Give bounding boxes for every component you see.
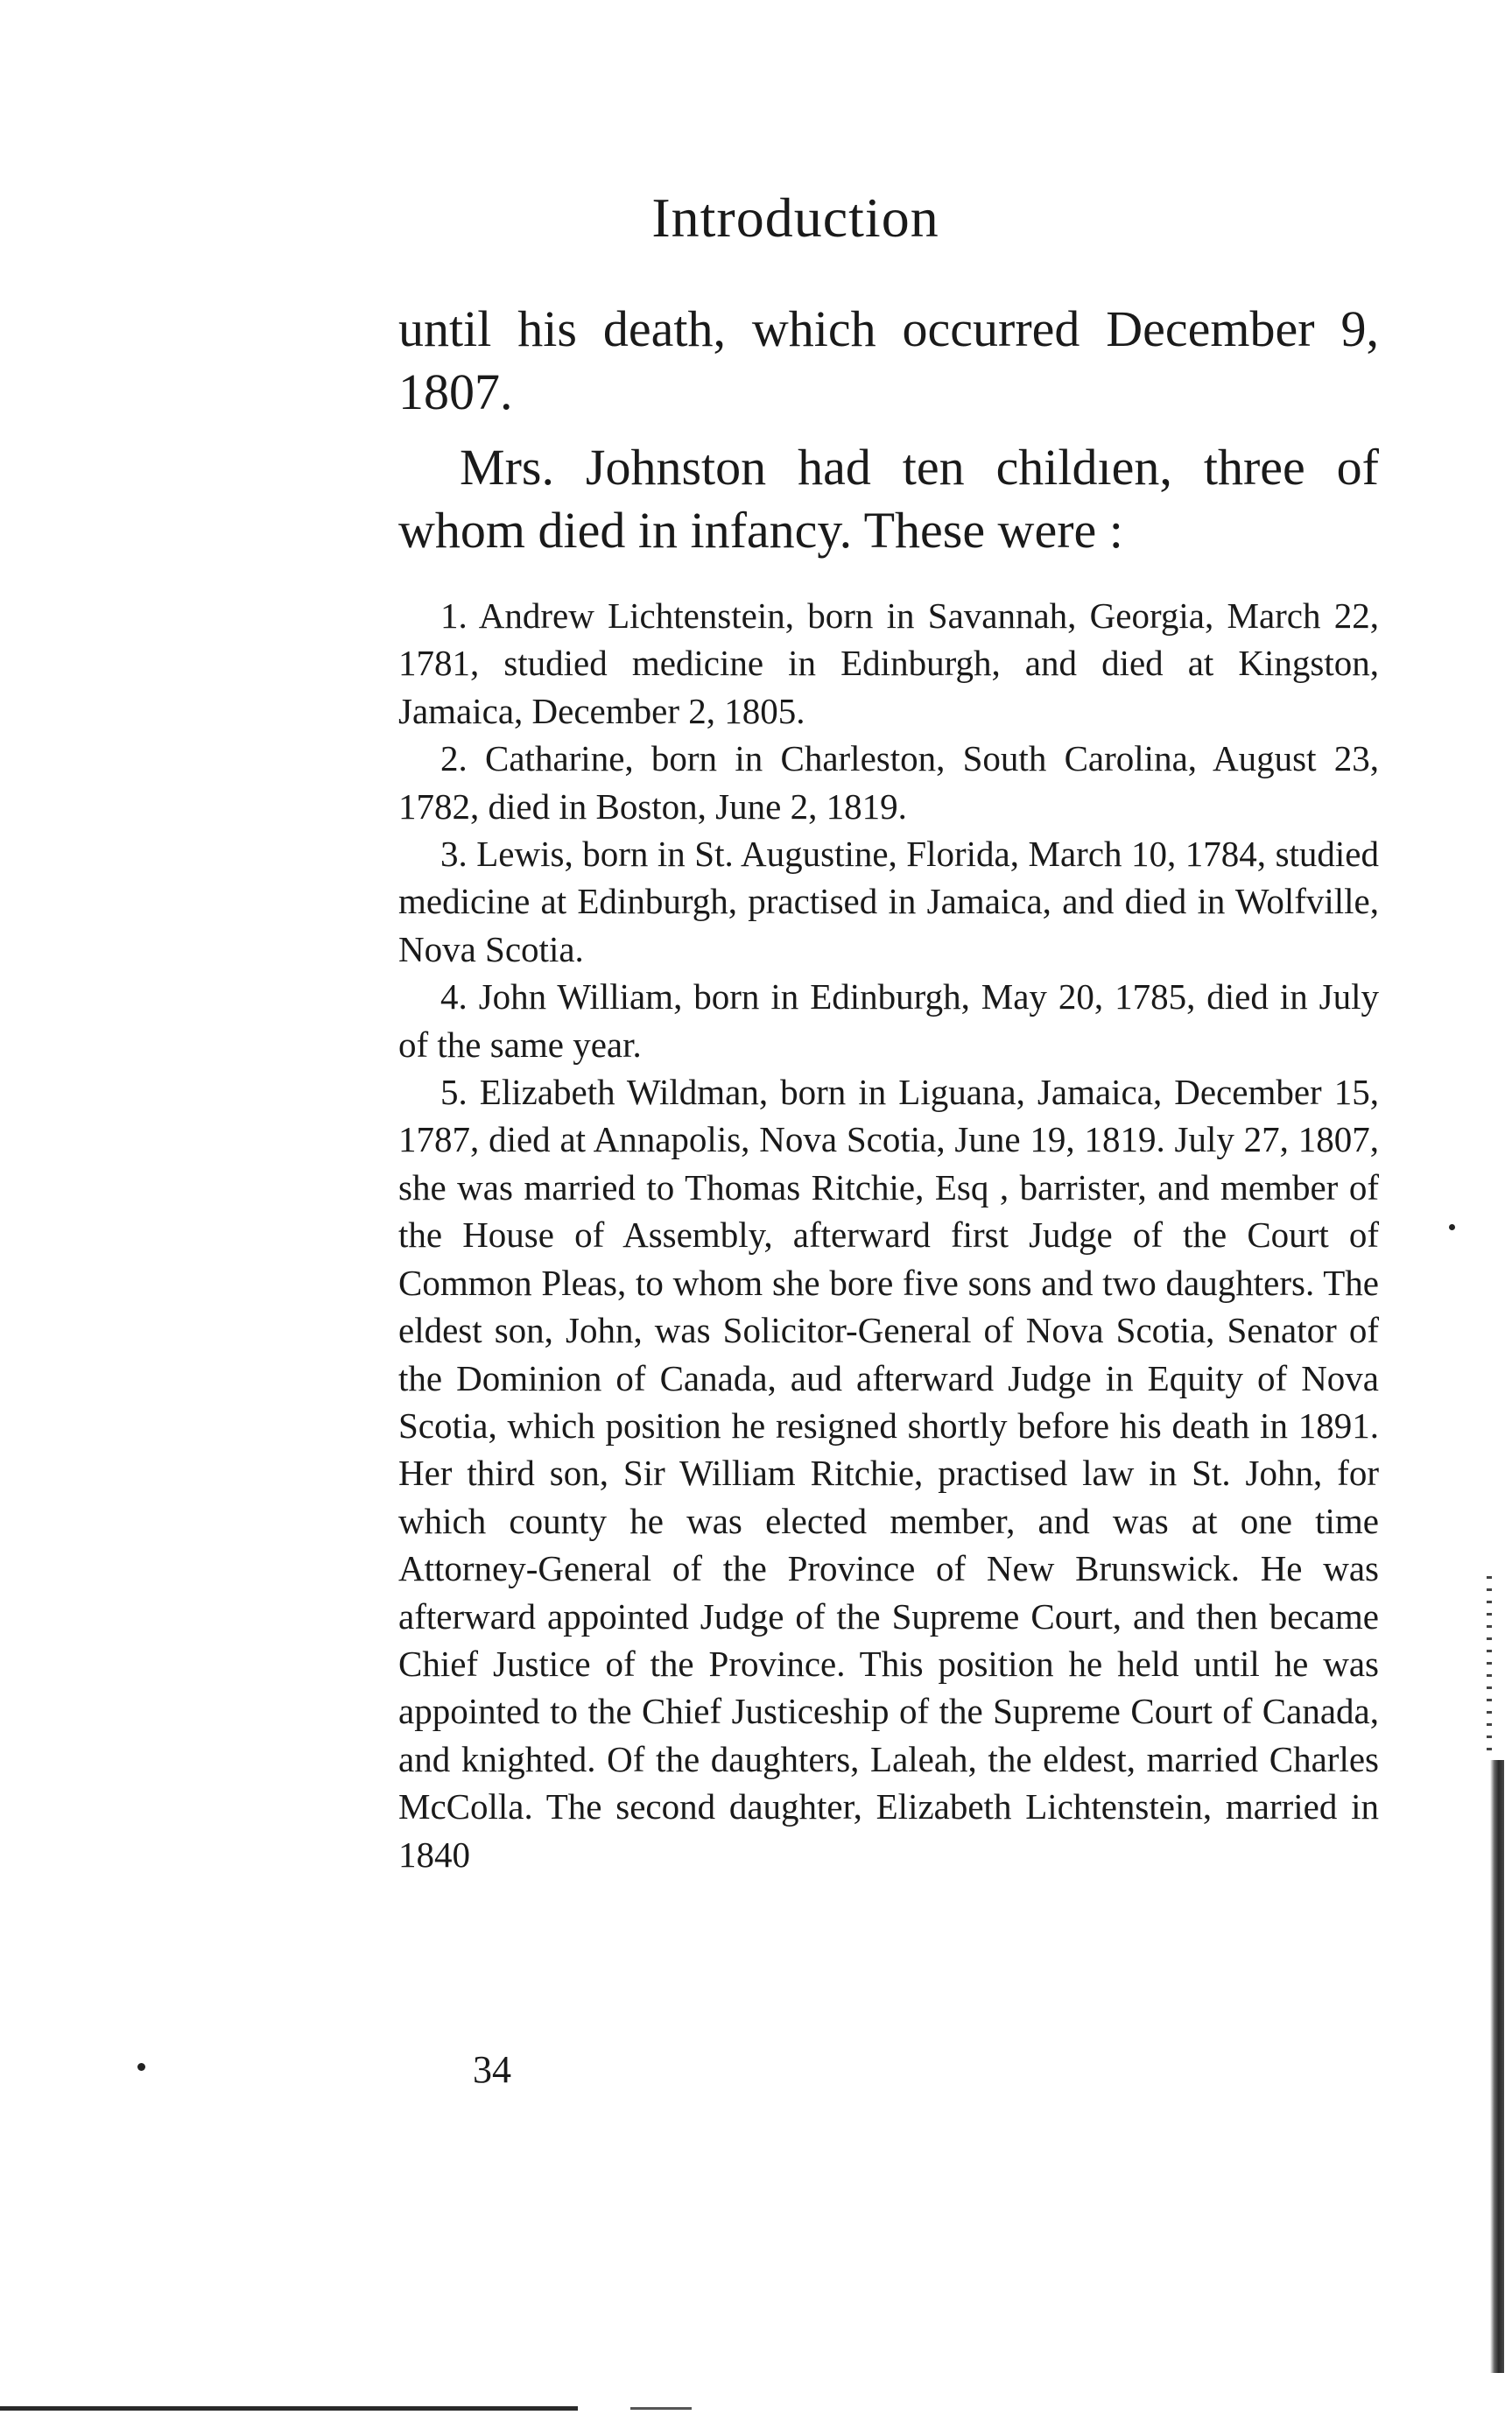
ink-speck [1449,1224,1455,1230]
scan-edge-shadow [1490,1760,1504,2373]
page-number: 34 [473,2048,511,2091]
intro-text [398,298,1379,562]
list-item: 3. Lewis, born in St. Augustine, Florida, March 10, 1784, studied medicine at Edinburgh, practised in Jamaica, and died in Wolfville, Nova Scotia. [398,834,1379,969]
list-item: 2. Catharine, born in Charleston, South Carolina, August 23, 1782, died in Boston, June 2, 1819. [398,738,1379,827]
list-item: 4. John William, born in Edinburgh, May 20, 1785, died in July of the same year. [398,976,1379,1065]
children-list [398,592,1379,1878]
scan-edge-marks [1487,1576,1492,1760]
scan-bottom-edge-fragment [630,2407,692,2410]
intro-paragraph-2: Mrs. Johnston had ten childıen, three of whom died in infancy. These were : [398,439,1379,559]
scan-bottom-edge [0,2406,578,2411]
running-head-title: Introduction [651,187,939,249]
list-item: 1. Andrew Lichtenstein, born in Savannah, Georgia, March 22, 1781, studied medicine in Edinburgh, and died at Kingston, Jamaica, December 2, 1805. [398,595,1379,731]
intro-paragraph-1: until his death, which occurred December 9, 1807. [398,300,1379,420]
list-item: 5. Elizabeth Wildman, born in Liguana, Jamaica, December 15, 1787, died at Annapolis, Nova Scotia, June 19, 1819. July 27, 1807, she was married to Thomas Ritchie, Esq , barrister, and member of the House of Assembly, afterward first Judge of the Court of Common Pleas, to whom she bore five sons and two daughters. The eldest son, John, was Solicitor-General of Nova Scotia, Senator of the Dominion of Canada, aud afterward Judge in Equity of Nova Scotia, which position he resigned shortly before his death in 1891. Her third son, Sir William Ritchie, practised law in St. John, for which county he was elected member, and was at one time Attorney-General of the Province of New Brunswick. He was afterward appointed Judge of the Supreme Court, and then became Chief Justice of the Province. This position he held until he was appointed to the Chief Justiceship of the Supreme Court of Canada, and knighted. Of the daughters, Laleah, the eldest, married Charles McColla. The second daughter, Elizabeth Lichtenstein, married in 1840 [398,1072,1379,1875]
ink-speck [137,2063,145,2071]
